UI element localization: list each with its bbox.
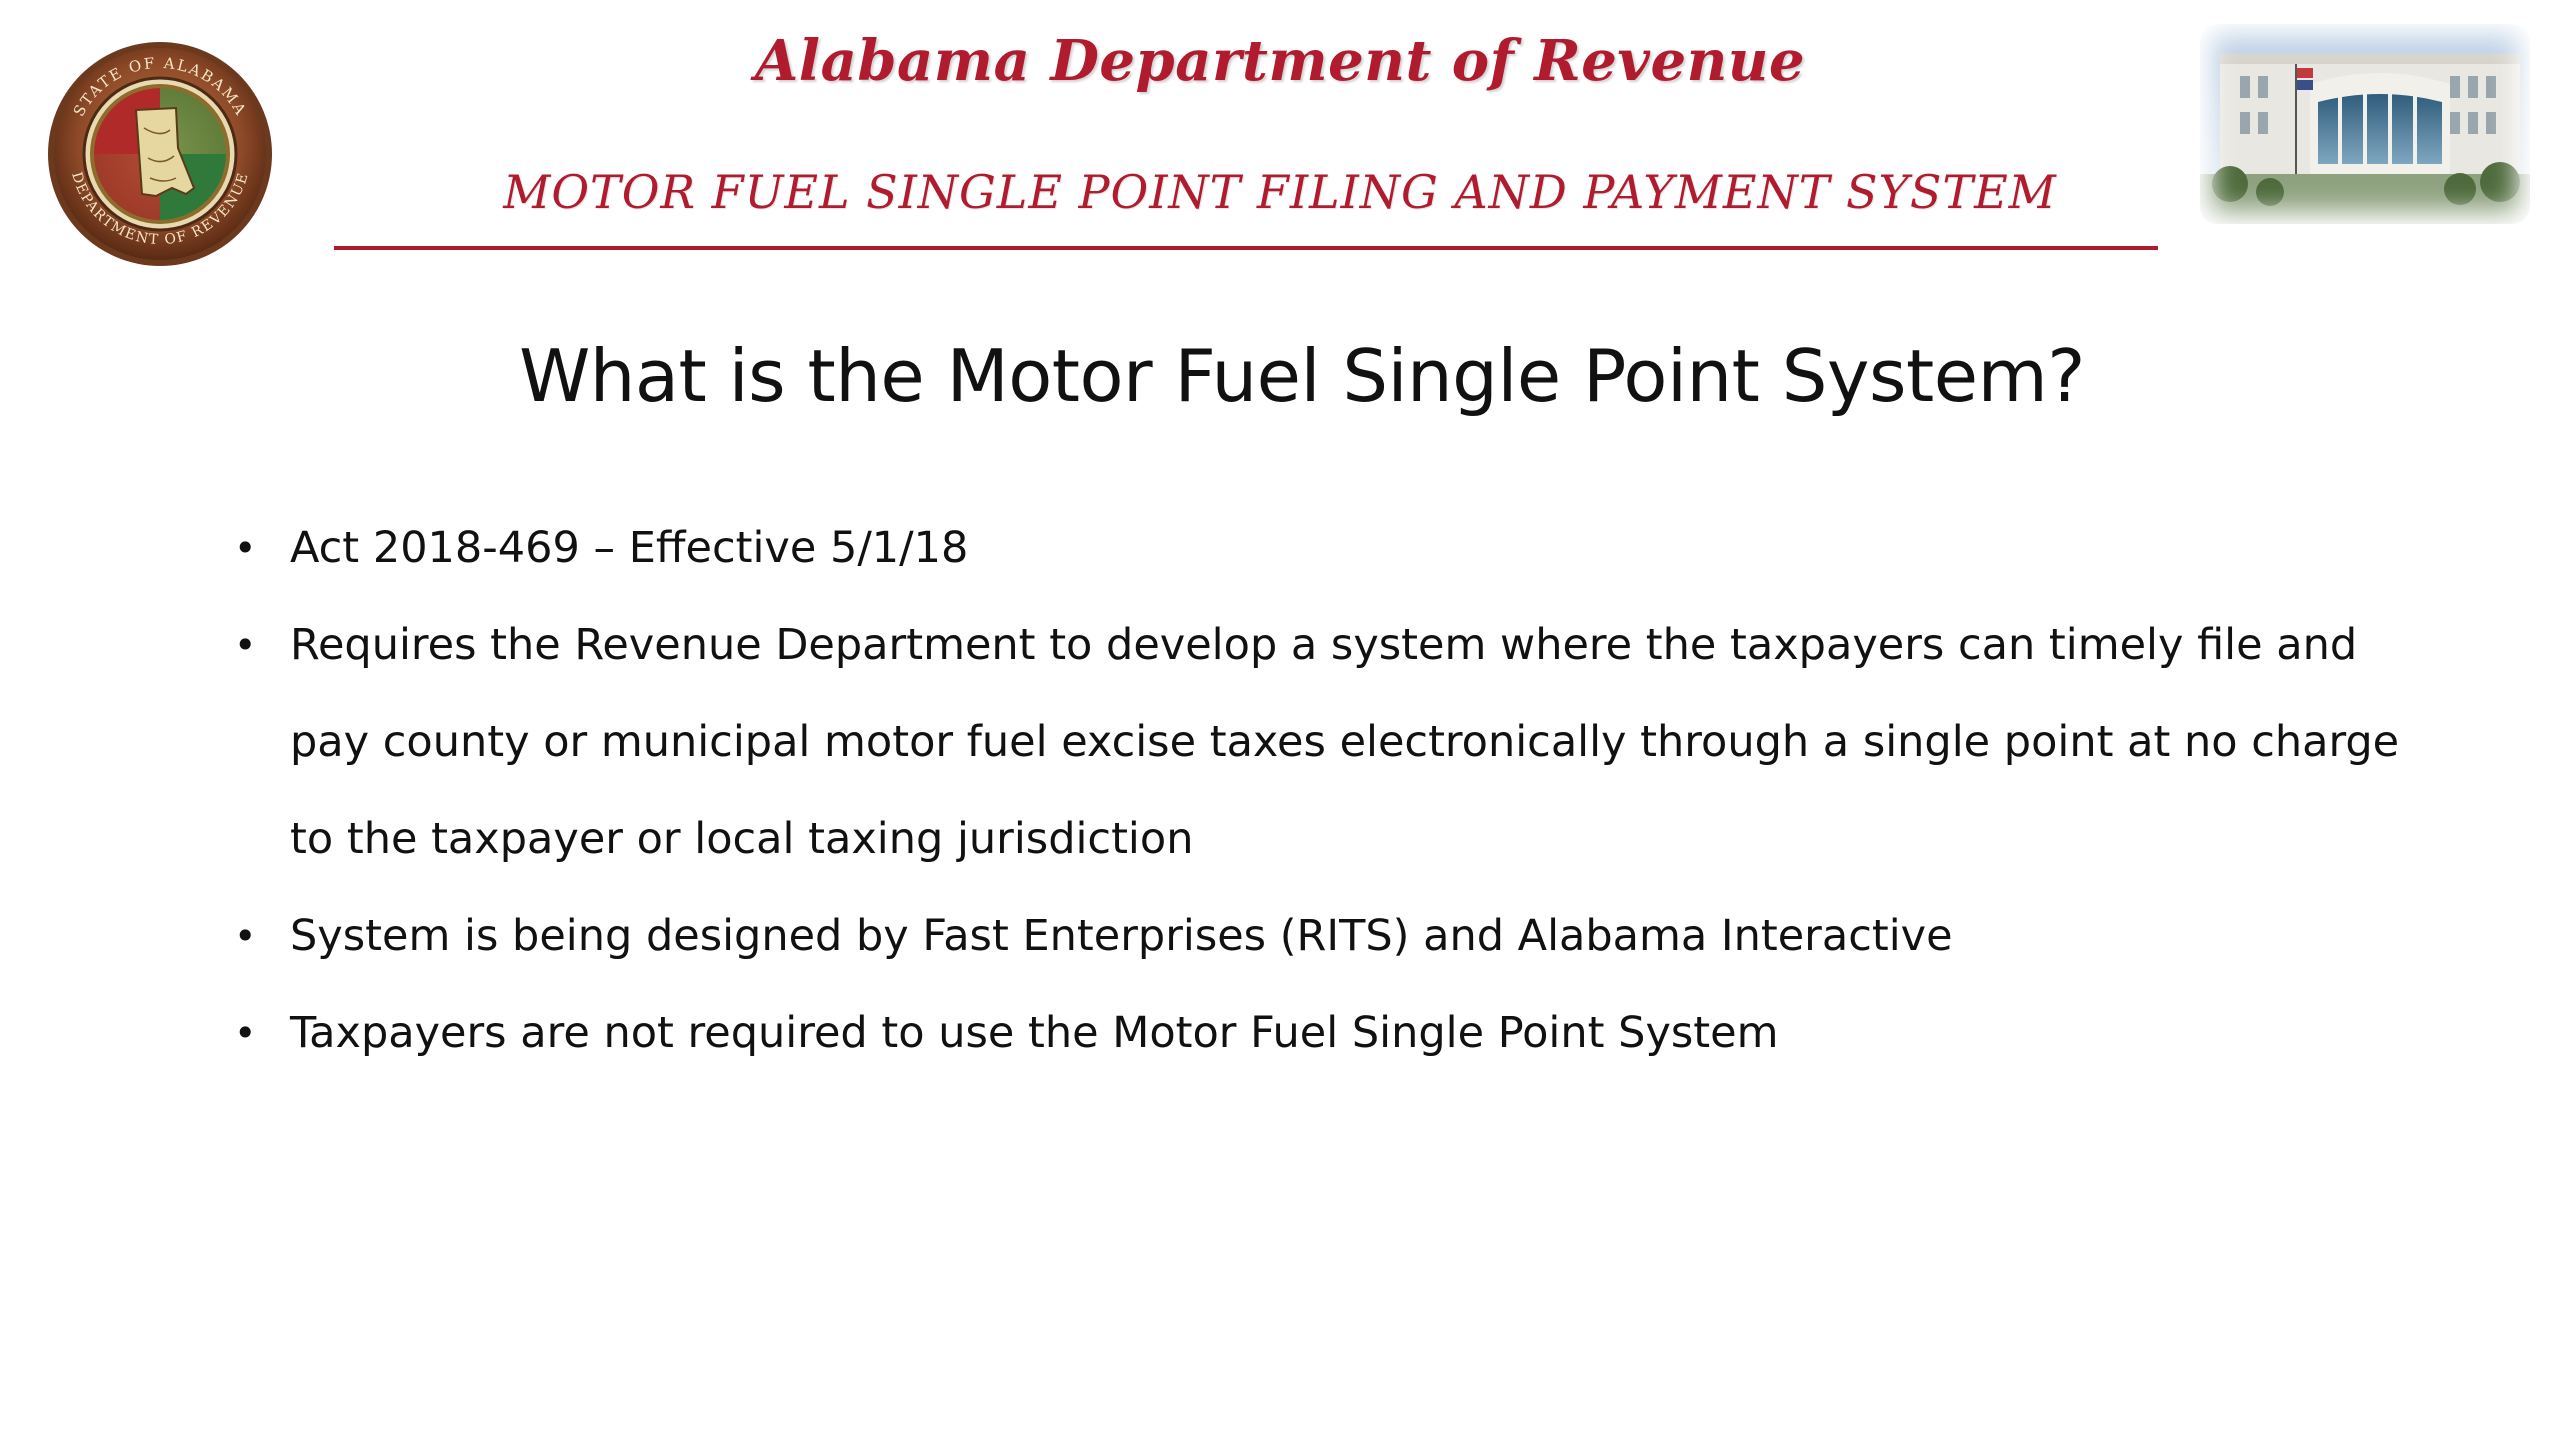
list-item bbox=[226, 500, 2406, 597]
list-item bbox=[226, 597, 2406, 888]
slide-title: What is the Motor Fuel Single Point System? bbox=[519, 334, 2085, 418]
bullet-list bbox=[226, 500, 2406, 1082]
bullet-text: Taxpayers are not required to use the Motor Fuel Single Point System bbox=[290, 1008, 1779, 1058]
header-title: Alabama Department of Revenue bbox=[754, 28, 1806, 94]
bullet-dot: • bbox=[234, 623, 257, 667]
seal-top-text: STATE OF ALABAMA bbox=[69, 53, 251, 120]
bullet-dot: • bbox=[234, 914, 257, 958]
list-item bbox=[226, 985, 2406, 1082]
bullet-text: Requires the Revenue Department to develop a system where the taxpayers can timely file and pay county or municipal motor fuel excise taxes electronically through a single point at no charge to the taxpayer or local taxing jurisdiction bbox=[290, 620, 2400, 864]
bullet-dot: • bbox=[234, 1011, 257, 1055]
svg-text:DEPARTMENT OF REVENUE bbox=[68, 170, 252, 248]
bullet-dot: • bbox=[234, 526, 257, 570]
department-seal-icon bbox=[44, 38, 276, 270]
header-subtitle: MOTOR FUEL SINGLE POINT FILING AND PAYMENT SYSTEM bbox=[503, 165, 2057, 219]
header-divider bbox=[334, 246, 2158, 250]
revenue-building-photo bbox=[2200, 24, 2530, 224]
list-item bbox=[226, 888, 2406, 985]
bullet-text: Act 2018-469 – Effective 5/1/18 bbox=[290, 523, 969, 573]
bullet-text: System is being designed by Fast Enterprises (RITS) and Alabama Interactive bbox=[290, 911, 1953, 961]
svg-text:STATE OF ALABAMA bbox=[70, 54, 251, 120]
seal-bottom-text: DEPARTMENT OF REVENUE bbox=[68, 170, 252, 249]
